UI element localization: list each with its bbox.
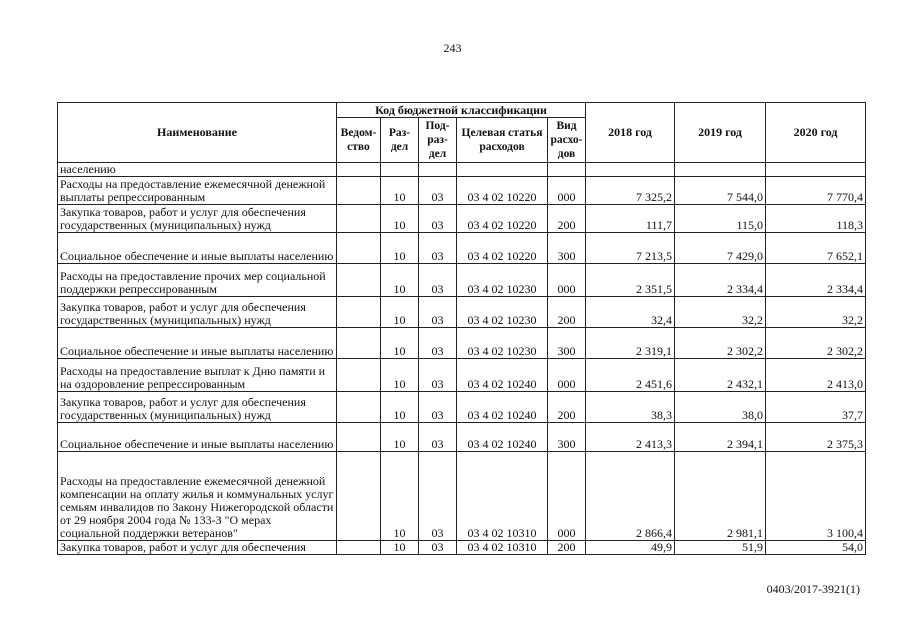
row-name: Социальное обеспечение и иные выплаты населению — [58, 328, 337, 359]
table-row — [58, 233, 866, 264]
table-header — [58, 103, 866, 163]
row-podrazdel: 03 — [419, 297, 457, 328]
row-name: Социальное обеспечение и иные выплаты населению — [58, 233, 337, 264]
row-2020: 2 334,4 — [766, 264, 866, 297]
row-vedomstvo — [337, 452, 381, 541]
row-vedomstvo — [337, 297, 381, 328]
header-vid: Вид расхо-дов — [548, 118, 586, 163]
row-2019: 32,2 — [675, 297, 766, 328]
row-2018: 2 319,1 — [586, 328, 675, 359]
row-podrazdel: 03 — [419, 205, 457, 233]
table-row — [58, 297, 866, 328]
row-celevaya: 03 4 02 10240 — [457, 392, 548, 423]
row-podrazdel: 03 — [419, 264, 457, 297]
row-podrazdel: 03 — [419, 452, 457, 541]
row-razdel: 10 — [381, 423, 419, 452]
row-podrazdel: 03 — [419, 177, 457, 205]
row-vid: 200 — [548, 205, 586, 233]
row-2018 — [586, 163, 675, 177]
row-2020: 2 302,2 — [766, 328, 866, 359]
row-2018: 2 451,6 — [586, 359, 675, 392]
header-podrazdel: Под-раз-дел — [419, 118, 457, 163]
row-name: Закупка товаров, работ и услуг для обеспечения — [58, 541, 337, 555]
row-2020: 32,2 — [766, 297, 866, 328]
row-vedomstvo — [337, 423, 381, 452]
row-name: Закупка товаров, работ и услуг для обеспечения государственных (муниципальных) нужд — [58, 297, 337, 328]
page-number: 243 — [443, 41, 462, 55]
row-podrazdel: 03 — [419, 541, 457, 555]
row-razdel: 10 — [381, 452, 419, 541]
row-razdel: 10 — [381, 328, 419, 359]
row-vid: 200 — [548, 297, 586, 328]
row-2018: 7 325,2 — [586, 177, 675, 205]
row-2020: 7 652,1 — [766, 233, 866, 264]
row-2018: 111,7 — [586, 205, 675, 233]
row-2018: 49,9 — [586, 541, 675, 555]
row-razdel: 10 — [381, 541, 419, 555]
row-celevaya: 03 4 02 10220 — [457, 177, 548, 205]
row-name: Расходы на предоставление выплат к Дню памяти и на оздоровление репрессированным — [58, 359, 337, 392]
row-2018: 2 866,4 — [586, 452, 675, 541]
row-razdel: 10 — [381, 359, 419, 392]
row-2020: 54,0 — [766, 541, 866, 555]
row-celevaya — [457, 163, 548, 177]
row-2020 — [766, 163, 866, 177]
row-podrazdel: 03 — [419, 328, 457, 359]
row-celevaya: 03 4 02 10240 — [457, 359, 548, 392]
table-row — [58, 264, 866, 297]
row-vedomstvo — [337, 205, 381, 233]
row-razdel: 10 — [381, 297, 419, 328]
row-celevaya: 03 4 02 10310 — [457, 452, 548, 541]
row-2018: 2 413,3 — [586, 423, 675, 452]
table-row — [58, 163, 866, 177]
row-vid: 000 — [548, 264, 586, 297]
row-2018: 2 351,5 — [586, 264, 675, 297]
row-celevaya: 03 4 02 10220 — [457, 233, 548, 264]
row-2018: 38,3 — [586, 392, 675, 423]
row-vid: 300 — [548, 233, 586, 264]
row-podrazdel: 03 — [419, 233, 457, 264]
row-2019: 7 544,0 — [675, 177, 766, 205]
row-2019 — [675, 163, 766, 177]
row-2019: 2 302,2 — [675, 328, 766, 359]
row-celevaya: 03 4 02 10230 — [457, 328, 548, 359]
row-vid: 000 — [548, 452, 586, 541]
row-2019: 38,0 — [675, 392, 766, 423]
header-2018: 2018 год — [586, 103, 675, 163]
table-row — [58, 177, 866, 205]
row-name: Расходы на предоставление ежемесячной денежной компенсации на оплату жилья и коммунальных услуг семьям инвалидов по Закону Нижегородской области от 29 ноября 2004 года № 133-З "О мерах социальной поддержки ветеранов" — [58, 452, 337, 541]
row-2019: 2 334,4 — [675, 264, 766, 297]
row-2020: 37,7 — [766, 392, 866, 423]
row-podrazdel — [419, 163, 457, 177]
row-2020: 3 100,4 — [766, 452, 866, 541]
row-celevaya: 03 4 02 10220 — [457, 205, 548, 233]
row-celevaya: 03 4 02 10310 — [457, 541, 548, 555]
table-row — [58, 423, 866, 452]
row-vedomstvo — [337, 359, 381, 392]
header-kbk: Код бюджетной классификации — [337, 103, 586, 118]
row-razdel: 10 — [381, 205, 419, 233]
row-podrazdel: 03 — [419, 359, 457, 392]
table-row — [58, 392, 866, 423]
table-row — [58, 328, 866, 359]
row-name: Расходы на предоставление ежемесячной денежной выплаты репрессированным — [58, 177, 337, 205]
row-2019: 51,9 — [675, 541, 766, 555]
row-vedomstvo — [337, 392, 381, 423]
row-2019: 115,0 — [675, 205, 766, 233]
header-razdel: Раз-дел — [381, 118, 419, 163]
row-podrazdel: 03 — [419, 423, 457, 452]
row-2020: 2 375,3 — [766, 423, 866, 452]
header-2019: 2019 год — [675, 103, 766, 163]
row-2018: 32,4 — [586, 297, 675, 328]
table-row — [58, 541, 866, 555]
row-razdel: 10 — [381, 233, 419, 264]
row-2019: 2 394,1 — [675, 423, 766, 452]
row-celevaya: 03 4 02 10240 — [457, 423, 548, 452]
table-body — [58, 163, 866, 555]
header-2020: 2020 год — [766, 103, 866, 163]
document-code: 0403/2017-3921(1) — [766, 582, 860, 596]
row-celevaya: 03 4 02 10230 — [457, 264, 548, 297]
table-row — [58, 452, 866, 541]
row-name: Закупка товаров, работ и услуг для обеспечения государственных (муниципальных) нужд — [58, 205, 337, 233]
row-2020: 7 770,4 — [766, 177, 866, 205]
row-vid: 000 — [548, 177, 586, 205]
row-razdel: 10 — [381, 177, 419, 205]
header-vedomstvo: Ведом-ство — [337, 118, 381, 163]
row-vedomstvo — [337, 233, 381, 264]
row-vedomstvo — [337, 541, 381, 555]
row-2019: 2 981,1 — [675, 452, 766, 541]
row-2019: 2 432,1 — [675, 359, 766, 392]
row-2020: 118,3 — [766, 205, 866, 233]
row-vedomstvo — [337, 264, 381, 297]
row-vid — [548, 163, 586, 177]
header-name: Наименование — [58, 103, 337, 163]
row-razdel: 10 — [381, 264, 419, 297]
row-name: населению — [58, 163, 337, 177]
table-row — [58, 205, 866, 233]
row-podrazdel: 03 — [419, 392, 457, 423]
row-celevaya: 03 4 02 10230 — [457, 297, 548, 328]
row-vid: 300 — [548, 328, 586, 359]
row-razdel — [381, 163, 419, 177]
header-celevaya: Целевая статья расходов — [457, 118, 548, 163]
row-vid: 200 — [548, 541, 586, 555]
row-2020: 2 413,0 — [766, 359, 866, 392]
row-name: Закупка товаров, работ и услуг для обеспечения государственных (муниципальных) нужд — [58, 392, 337, 423]
row-vedomstvo — [337, 163, 381, 177]
budget-table — [57, 102, 866, 555]
row-vid: 000 — [548, 359, 586, 392]
row-vedomstvo — [337, 328, 381, 359]
row-2019: 7 429,0 — [675, 233, 766, 264]
row-vid: 300 — [548, 423, 586, 452]
row-2018: 7 213,5 — [586, 233, 675, 264]
table-row — [58, 359, 866, 392]
row-name: Социальное обеспечение и иные выплаты населению — [58, 423, 337, 452]
row-vid: 200 — [548, 392, 586, 423]
row-name: Расходы на предоставление прочих мер социальной поддержки репрессированным — [58, 264, 337, 297]
row-vedomstvo — [337, 177, 381, 205]
row-razdel: 10 — [381, 392, 419, 423]
